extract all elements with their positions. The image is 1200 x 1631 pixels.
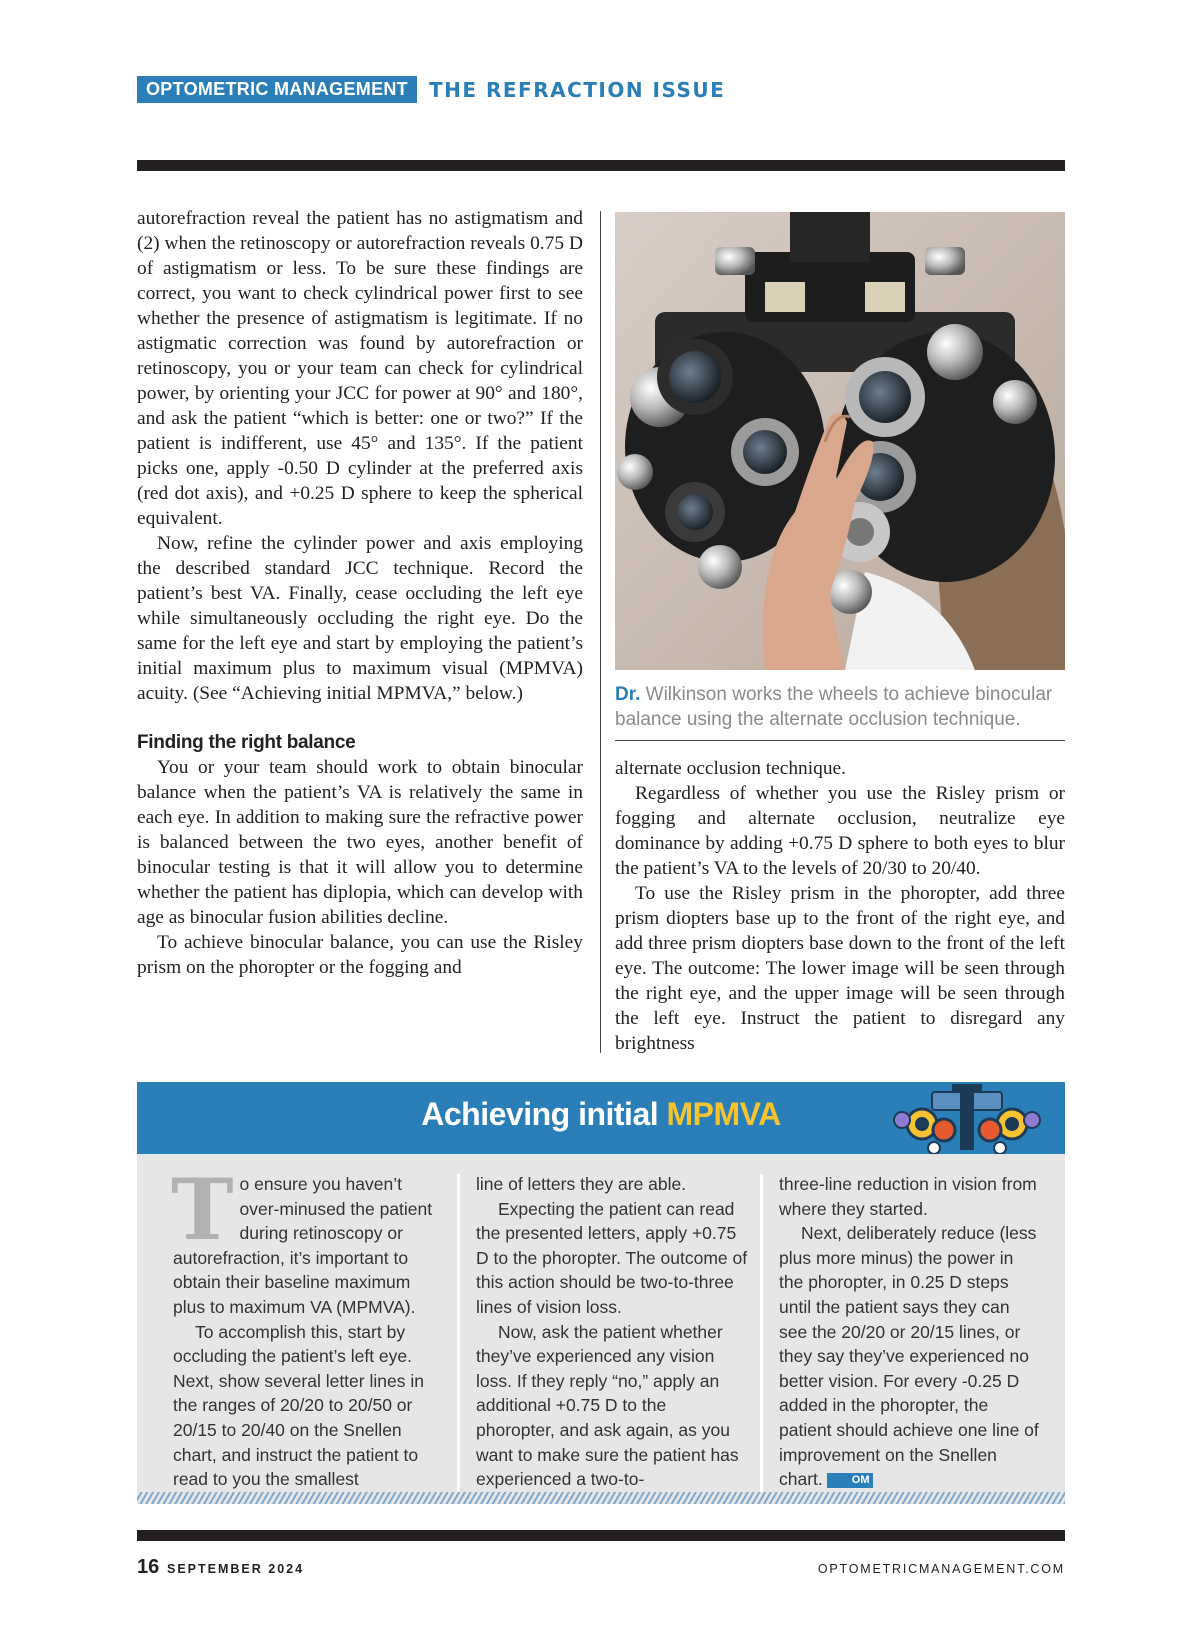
body-paragraph: To use the Risley prism in the phoropter, add three prism diopters base up to the front of the right eye, and add three prism diopters base down to the front of the left eye. The outcome: The lower image will be seen through the right eye, and the upper image will be seen through the left eye. Instruct the patient to disregard any brightness — [615, 883, 1065, 1054]
body-paragraph: You or your team should work to obtain binocular balance when the patient’s VA is relatively the same in each eye. In addition to making sure the refractive power is balanced between the two eyes, another benefit of binocular testing is that it will allow you to determine whether the patient has diplopia, which can develop with age as binocular fusion abilities decline. — [137, 757, 583, 928]
caption-text: Wilkinson works the wheels to achieve binocular balance using the alternate occlusion technique. — [615, 684, 1053, 730]
issue-date: SEPTEMBER 2024 — [167, 1562, 305, 1576]
sidebar-paragraph: To accomplish this, start by occluding the patient’s left eye. Next, show several letter lines in the ranges of 20/20 to 20/50 or 20/15 to 20/40 on the Snellen chart, and instruct the patient to read to you the smallest — [173, 1321, 424, 1490]
body-paragraph: autorefraction reveal the patient has no astigmatism and (2) when the retinoscopy or autorefraction reveals 0.75 D of astigmatism or less. To be sure these findings are correct, you want to check cylindrical power first to see whether the presence of astigmatism is legitimate. If no astigmatic correction was found by autorefraction or retinoscopy, you or your team can check for cylindrical power, by orienting your JCC for power at 90° and 180°, and ask the patient “which is better: one or two?” If the patient is indifferent, use 45° and 135°. If the patient picks one, apply -0.50 D cylinder at the preferred axis (red dot axis), and +0.25 D sphere to keep the spherical equivalent. — [137, 208, 583, 529]
issue-title: THE REFRACTION ISSUE — [428, 77, 726, 102]
body-paragraph: To achieve binocular balance, you can use the Risley prism on the phoropter or the fogging and — [137, 932, 583, 978]
sidebar-paragraph: three-line reduction in vision from where they started. — [779, 1174, 1037, 1219]
body-paragraph: alternate occlusion technique. — [615, 758, 846, 779]
sidebar-header — [137, 1082, 1065, 1154]
sidebar-column-3 — [779, 1172, 1041, 1492]
caption-rule — [615, 740, 1065, 741]
body-paragraph: Regardless of whether you use the Risley prism or fogging and alternate occlusion, neutralize eye dominance by adding +0.75 D sphere to both eyes to blur the patient’s VA to the levels of 20/30 to 20/40. — [615, 783, 1065, 879]
phoropter-illustration — [615, 212, 1065, 670]
sidebar-divider — [457, 1174, 460, 1492]
drop-cap: T — [171, 1160, 234, 1259]
phoropter-photo — [615, 212, 1065, 670]
right-column — [615, 756, 1065, 1056]
publication-tag: OPTOMETRIC MANAGEMENT — [137, 76, 417, 103]
sidebar-paragraph: Now, ask the patient whether they’ve experienced any vision loss. If they reply “no,” apply an additional +0.75 D to the phoropter, and ask again, as you want to make sure the patient has experienced a two-to- — [476, 1321, 739, 1490]
left-column — [137, 206, 583, 980]
sidebar-paragraph: line of letters they are able. — [476, 1174, 687, 1194]
sidebar-column-2 — [476, 1172, 748, 1492]
website-url: OPTOMETRICMANAGEMENT.COM — [817, 1562, 1065, 1576]
body-paragraph: Now, refine the cylinder power and axis employing the described standard JCC technique. Record the patient’s best VA. Finally, cease occluding the left eye while simultaneously occluding the right eye. Do the same for the left eye and start by employing the patient’s initial maximum plus to maximum visual (MPMVA) acuity. (See “Achieving initial MPMVA,” below.) — [137, 533, 583, 704]
sidebar-paragraph: o ensure you haven’t over-minused the patient during retinoscopy or autorefraction, it’s important to obtain their baseline maximum plus to maximum VA (MPMVA). — [173, 1174, 433, 1317]
caption-title: Dr. — [615, 684, 641, 705]
phoropter-icon — [892, 1082, 1042, 1154]
sidebar-paragraph: Expecting the patient can read the presented letters, apply +0.75 D to the phoropter. The outcome of this action should be two-to-three lines of vision loss. — [476, 1198, 748, 1317]
sidebar-column-1 — [171, 1160, 445, 1492]
sidebar-title-highlight: MPMVA — [666, 1096, 781, 1132]
sidebar-paragraph: Next, deliberately reduce (less plus more minus) the power in the phoropter, in 0.25 D steps until the patient says they can see the 20/20 or 20/15 lines, or they say they’ve experienced no better vision. For every -0.25 D added in the phoropter, the patient should achieve one line of improvement on the Snellen chart. — [779, 1223, 1039, 1490]
sidebar-divider — [760, 1174, 763, 1492]
running-header — [137, 76, 725, 103]
sidebar-hatch-border — [137, 1492, 1065, 1504]
column-divider — [600, 211, 601, 1053]
top-rule — [137, 160, 1065, 171]
page-number: 16 — [137, 1556, 160, 1578]
sidebar-title-plain: Achieving initial — [421, 1096, 659, 1132]
sidebar-body — [137, 1154, 1065, 1492]
section-heading: Finding the right balance — [137, 732, 356, 753]
bottom-rule — [137, 1530, 1065, 1541]
photo-caption — [615, 682, 1065, 732]
end-badge: OM — [827, 1473, 873, 1488]
